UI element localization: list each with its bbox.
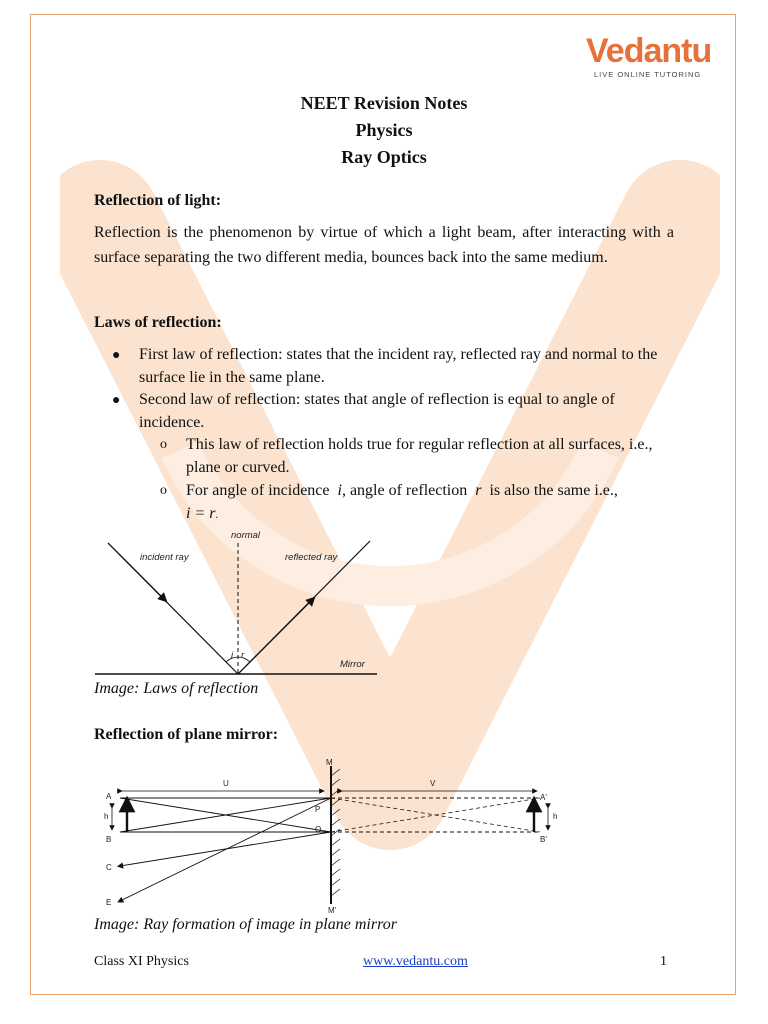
label-mirror: Mirror bbox=[340, 659, 365, 670]
bullet-marker: ● bbox=[112, 393, 121, 408]
footer-website-link[interactable]: www.vedantu.com bbox=[363, 954, 468, 969]
symbol-r: r bbox=[475, 482, 482, 499]
sub2-pre: For angle of incidence bbox=[186, 482, 330, 499]
symbol-i: i bbox=[337, 482, 342, 499]
logo-wordmark: Vedantu bbox=[586, 32, 712, 70]
label-P: P bbox=[315, 805, 321, 814]
document-titles bbox=[0, 90, 768, 171]
sub2-post: is also the same i.e., bbox=[489, 482, 618, 499]
label-A-prime: A' bbox=[540, 793, 547, 802]
sub2-dot: . bbox=[215, 509, 218, 521]
label-incident-ray: incident ray bbox=[140, 552, 189, 563]
sub-bullet-marker: o bbox=[160, 483, 167, 498]
label-E: E bbox=[106, 898, 112, 907]
sub-bullet-angle-equality bbox=[186, 480, 686, 527]
label-O: O bbox=[315, 825, 322, 834]
diagram-plane-mirror bbox=[90, 756, 580, 916]
sub2-mid: , angle of reflection bbox=[341, 482, 468, 499]
label-h-object: h bbox=[104, 812, 109, 821]
label-angle-r: r bbox=[241, 650, 245, 661]
title-line-3: Ray Optics bbox=[341, 147, 427, 167]
footer-page-number: 1 bbox=[660, 954, 667, 969]
sub-bullet-marker: o bbox=[160, 437, 167, 452]
paragraph-reflection-definition: Reflection is the phenomenon by virtue of which a light beam, after interacting with a surface separating the two different media, bounces back into the same medium. bbox=[94, 224, 674, 266]
label-M-prime: M' bbox=[328, 906, 337, 915]
reflected-ray-arrow bbox=[238, 600, 312, 674]
label-M: M bbox=[326, 758, 333, 767]
label-reflected-ray: reflected ray bbox=[285, 552, 338, 563]
label-C: C bbox=[106, 863, 112, 872]
sub-bullet-regular-reflection: This law of reflection holds true for regular reflection at all surfaces, i.e., plane or curved. bbox=[186, 436, 653, 476]
label-h-image: h bbox=[553, 812, 558, 821]
label-V: V bbox=[430, 779, 436, 788]
heading-laws-of-reflection: Laws of reflection: bbox=[94, 314, 222, 331]
ray-P-to-E bbox=[120, 798, 331, 901]
label-A: A bbox=[106, 792, 112, 801]
footer-class-label: Class XI Physics bbox=[94, 954, 189, 969]
label-angle-i: i bbox=[231, 650, 234, 661]
label-B: B bbox=[106, 835, 112, 844]
label-B-prime: B' bbox=[540, 835, 547, 844]
bullet-second-law: Second law of reflection: states that angle of reflection is equal to angle of incidence. bbox=[139, 391, 615, 431]
bullet-marker: ● bbox=[112, 348, 121, 363]
heading-reflection-of-light: Reflection of light: bbox=[94, 192, 222, 209]
vedantu-logo bbox=[580, 32, 710, 80]
heading-reflection-plane-mirror: Reflection of plane mirror: bbox=[94, 726, 279, 743]
diagram-laws-of-reflection bbox=[90, 525, 390, 685]
bullet-first-law: First law of reflection: states that the incident ray, reflected ray and normal to the surface lie in the same plane. bbox=[139, 346, 658, 386]
caption-plane-mirror: Image: Ray formation of image in plane mirror bbox=[94, 916, 397, 933]
equation-i-equals-r: i = r bbox=[186, 504, 216, 522]
title-line-2: Physics bbox=[355, 120, 413, 140]
label-U: U bbox=[223, 779, 229, 788]
title-line-1: NEET Revision Notes bbox=[300, 93, 468, 113]
caption-laws-of-reflection: Image: Laws of reflection bbox=[94, 680, 259, 697]
logo-tagline: LIVE ONLINE TUTORING bbox=[594, 70, 702, 79]
label-normal: normal bbox=[231, 530, 261, 541]
